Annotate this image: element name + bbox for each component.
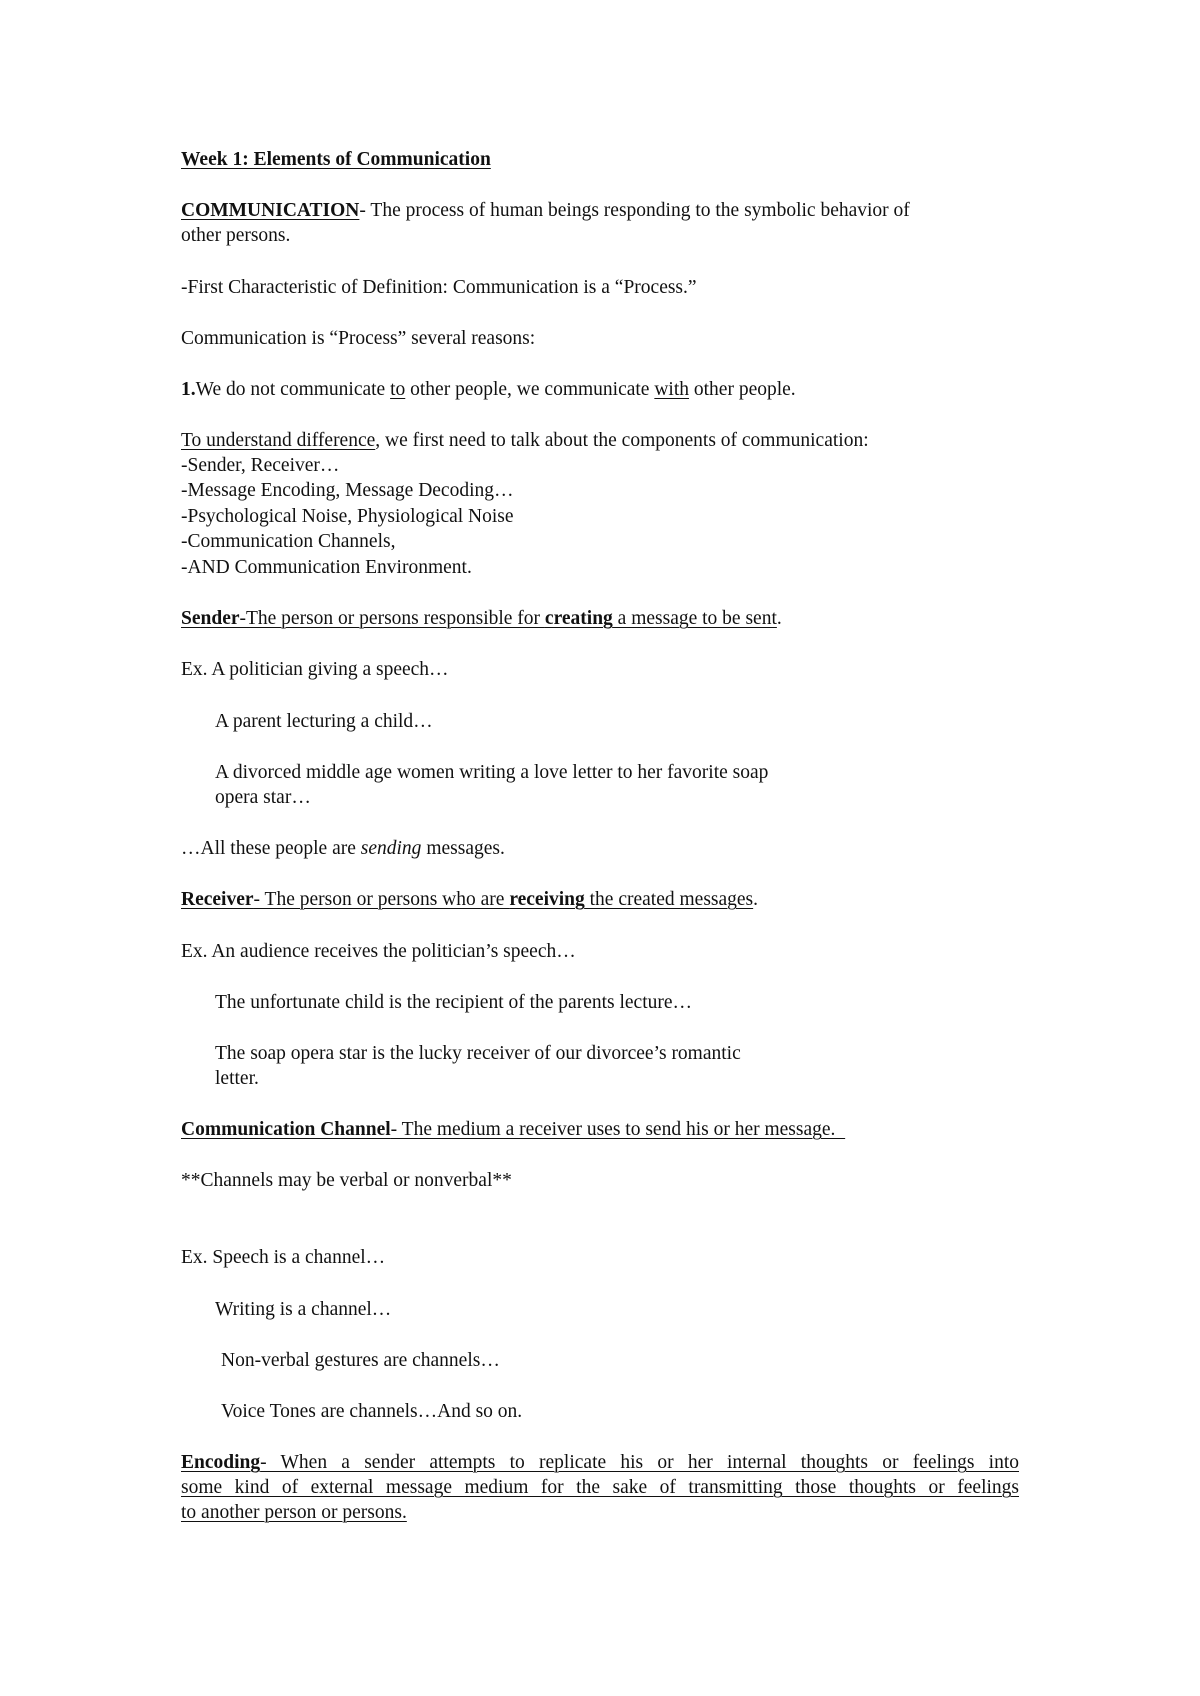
point-1 <box>181 377 796 403</box>
component-item: -Sender, Receiver… <box>181 455 340 476</box>
sender-summary-a: …All these people are <box>181 838 361 859</box>
components-lead-rest: , we first need to talk about the components of communication: <box>375 430 869 451</box>
sender-summary-italic: sending <box>360 838 422 859</box>
channel-term: Communication Channel <box>181 1119 391 1140</box>
encoding-term: Encoding <box>181 1452 261 1473</box>
sender-def-b: a message to be sent <box>612 608 777 629</box>
point-1-text-c: other people. <box>689 379 796 400</box>
component-item: -AND Communication Environment. <box>181 557 472 578</box>
sender-example-3-line-1: A divorced middle age women writing a love letter to her favorite soap <box>215 762 769 783</box>
point-1-number: 1. <box>181 379 196 400</box>
receiver-example-2: The unfortunate child is the recipient of the parents lecture… <box>215 992 693 1013</box>
definition-line-2: other persons. <box>181 225 291 246</box>
process-reasons: Communication is “Process” several reasons: <box>181 328 536 349</box>
receiver-def-bold: receiving <box>509 889 585 910</box>
point-1-text-a: We do not communicate <box>195 379 391 400</box>
receiver-def-a: - The person or persons who are <box>253 889 510 910</box>
first-characteristic: -First Characteristic of Definition: Communication is a “Process.” <box>181 277 697 298</box>
channel-definition <box>181 1117 845 1143</box>
receiver-example-1: Ex. An audience receives the politician’s speech… <box>181 941 576 962</box>
point-1-to: to <box>390 379 406 400</box>
channel-def: - The medium a receiver uses to send his or her message. <box>390 1119 846 1140</box>
sender-summary-b: messages. <box>421 838 505 859</box>
channel-example-3: Non-verbal gestures are channels… <box>221 1350 500 1371</box>
receiver-example-3-line-2: letter. <box>215 1068 259 1089</box>
channel-note: **Channels may be verbal or nonverbal** <box>181 1170 512 1191</box>
sender-example-1: Ex. A politician giving a speech… <box>181 659 449 680</box>
sender-def-bold: creating <box>544 608 613 629</box>
encoding-line-1-text: - When a sender attempts to replicate his or her internal thoughts or feelings into <box>260 1452 1019 1473</box>
component-item: -Message Encoding, Message Decoding… <box>181 480 514 501</box>
channel-example-4: Voice Tones are channels…And so on. <box>221 1401 523 1422</box>
sender-summary <box>181 836 505 862</box>
receiver-term: Receiver <box>181 889 254 910</box>
component-item: -Psychological Noise, Physiological Noise <box>181 506 514 527</box>
sender-example-3-line-2: opera star… <box>215 787 311 808</box>
encoding-definition-line-3: to another person or persons. <box>181 1502 407 1523</box>
definition-line-1 <box>181 198 910 224</box>
point-1-with: with <box>654 379 690 400</box>
channel-example-1: Ex. Speech is a channel… <box>181 1247 386 1268</box>
page-title: Week 1: Elements of Communication <box>181 149 491 170</box>
sender-term: Sender <box>181 608 240 629</box>
sender-example-2: A parent lecturing a child… <box>215 711 433 732</box>
receiver-def-end: . <box>753 889 759 910</box>
point-1-text-b: other people, we communicate <box>405 379 655 400</box>
component-item: -Communication Channels, <box>181 531 396 552</box>
receiver-example-3-line-1: The soap opera star is the lucky receiver of our divorcee’s romantic <box>215 1043 741 1064</box>
sender-def-a: -The person or persons responsible for <box>239 608 545 629</box>
components-lead-underlined: To understand difference <box>181 430 376 451</box>
channel-example-2: Writing is a channel… <box>215 1299 392 1320</box>
sender-def-end: . <box>776 608 782 629</box>
definition-text: - The process of human beings responding to the symbolic behavior of <box>359 200 910 221</box>
receiver-definition <box>181 887 758 913</box>
components-lead <box>181 428 869 454</box>
encoding-definition-line-2: some kind of external message medium for the sake of transmitting those thoughts or feelings <box>181 1477 1019 1498</box>
encoding-definition-line-1 <box>181 1450 1019 1476</box>
receiver-def-b: the created messages <box>584 889 754 910</box>
definition-term: COMMUNICATION <box>181 200 360 221</box>
sender-definition <box>181 606 782 632</box>
